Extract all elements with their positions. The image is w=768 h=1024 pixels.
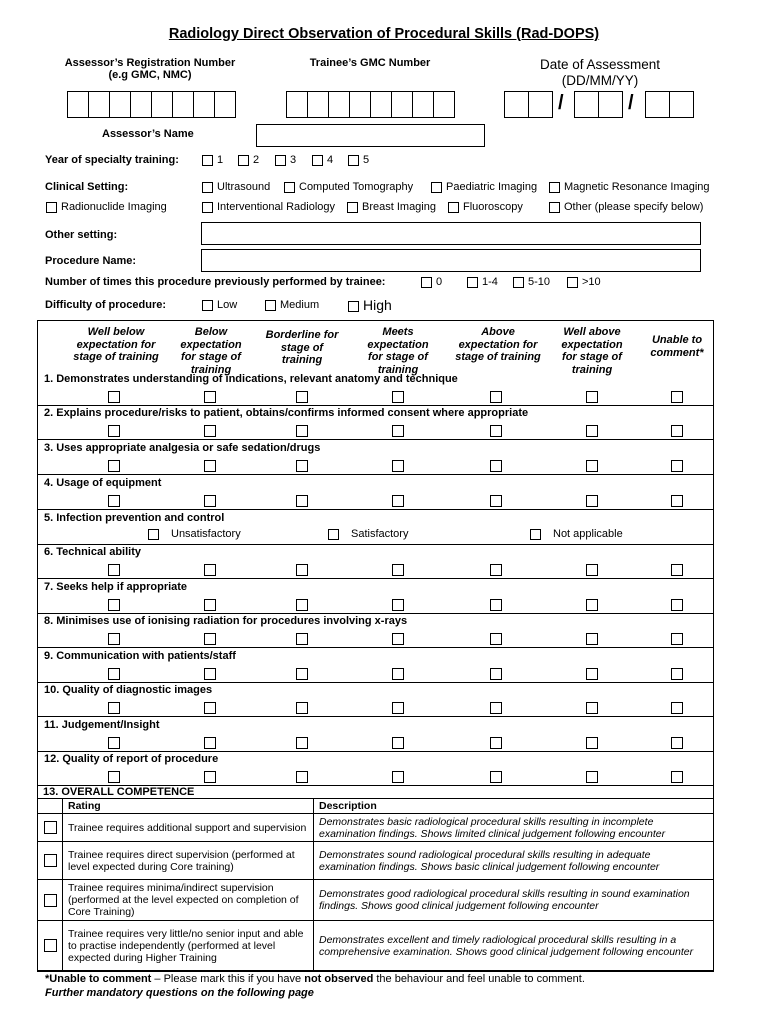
rating-checkbox[interactable] [586, 633, 598, 645]
question-label: 10. Quality of diagnostic images [44, 684, 213, 696]
times-option-label: 5-10 [528, 276, 551, 288]
competence-description: Demonstrates good radiological procedural skills resulting in sound examination findings. Shows good clinical judgement following encounter [314, 880, 714, 921]
rating-checkbox[interactable] [586, 391, 598, 403]
year-option-label: 4 [327, 154, 334, 166]
overall-competence-table [37, 798, 714, 971]
rating-checkbox[interactable] [586, 702, 598, 714]
competence-checkbox[interactable] [44, 939, 57, 952]
rating-checkbox[interactable] [296, 737, 308, 749]
trainee-gmc-label: Trainee’s GMC Number [309, 57, 431, 69]
row-divider [37, 474, 714, 475]
procedure-name-label: Procedure Name: [45, 255, 137, 267]
times-label: Number of times this procedure previously performed by trainee: [45, 276, 386, 288]
footnote-text: – Please mark this if you have [151, 973, 305, 985]
year-option-4[interactable] [312, 154, 333, 166]
rating-checkbox[interactable] [108, 668, 120, 680]
difficulty-option-label: High [363, 297, 392, 313]
rating-checkbox[interactable] [204, 702, 216, 714]
setting-label: Radionuclide Imaging [61, 201, 167, 213]
checkbox[interactable] [530, 529, 541, 540]
rating-checkbox[interactable] [108, 737, 120, 749]
assessor-name-field[interactable] [256, 124, 485, 147]
rating-checkbox[interactable] [671, 564, 683, 576]
difficulty-high[interactable] [348, 297, 392, 313]
rating-checkbox[interactable] [490, 668, 502, 680]
year-option-1[interactable] [202, 154, 223, 166]
clinical-setting-label: Clinical Setting: [45, 181, 129, 193]
column-header-well-below: Well below expectation for stage of training [73, 326, 159, 363]
rating-checkbox[interactable] [296, 425, 308, 437]
row-divider [37, 647, 714, 648]
checkbox[interactable] [549, 182, 560, 193]
rating-checkbox[interactable] [392, 564, 404, 576]
column-header-above: Above expectation for stage of training [455, 326, 541, 363]
setting-label: Interventional Radiology [217, 201, 336, 213]
rating-checkbox[interactable] [296, 391, 308, 403]
rating-checkbox[interactable] [392, 599, 404, 611]
checkbox[interactable] [347, 202, 358, 213]
difficulty-label: Difficulty of procedure: [45, 299, 167, 311]
rating-checkbox[interactable] [108, 633, 120, 645]
checkbox[interactable] [202, 202, 213, 213]
question-label: 11. Judgement/Insight [44, 719, 160, 731]
row-divider [37, 613, 714, 614]
column-header-borderline: Borderline for stage of training [265, 329, 339, 366]
question-label: 8. Minimises use of ionising radiation for procedures involving x-rays [44, 615, 408, 627]
rating-checkbox[interactable] [490, 737, 502, 749]
rating-checkbox[interactable] [108, 460, 120, 472]
rating-checkbox[interactable] [392, 702, 404, 714]
checkbox-column-header [38, 799, 63, 814]
setting-label: Computed Tomography [299, 181, 414, 193]
rating-checkbox[interactable] [296, 460, 308, 472]
footnote-emphasis: not observed [304, 973, 374, 985]
rating-checkbox[interactable] [204, 425, 216, 437]
infection-option-label: Satisfactory [351, 528, 409, 540]
rating-checkbox[interactable] [108, 771, 120, 783]
rating-checkbox[interactable] [671, 771, 683, 783]
further-questions-note: Further mandatory questions on the following page [45, 987, 314, 999]
year-option-label: 1 [217, 154, 224, 166]
date-day-boxes[interactable] [504, 91, 552, 118]
row-divider [37, 751, 714, 752]
rating-checkbox[interactable] [490, 633, 502, 645]
competence-rating: Trainee requires very little/no senior input and able to practise independently (performed at level expected during Higher Training [63, 921, 314, 971]
competence-description: Demonstrates basic radiological procedural skills resulting in incomplete examination findings. Shows limited clinical judgement following encounter [314, 814, 714, 842]
infection-satisfactory[interactable] [328, 528, 408, 540]
year-option-5[interactable] [348, 154, 369, 166]
checkbox[interactable] [312, 155, 323, 166]
question-label: 1. Demonstrates understanding of indications, relevant anatomy and technique [44, 373, 458, 385]
setting-ultrasound[interactable] [202, 181, 270, 193]
rating-checkbox[interactable] [296, 495, 308, 507]
question-label: 7. Seeks help if appropriate [44, 581, 188, 593]
rating-checkbox[interactable] [108, 599, 120, 611]
rating-checkbox[interactable] [296, 633, 308, 645]
rating-checkbox[interactable] [392, 460, 404, 472]
times-option-gt10[interactable] [567, 276, 601, 288]
setting-label: Paediatric Imaging [446, 181, 538, 193]
setting-other[interactable] [549, 201, 703, 213]
competence-description: Demonstrates excellent and timely radiological procedural skills resulting in a comprehensive examination. Shows good clinical judgement following encounter [314, 921, 714, 971]
competence-checkbox[interactable] [44, 854, 57, 867]
assessor-name-label: Assessor’s Name [102, 128, 194, 140]
infection-option-label: Not applicable [553, 528, 623, 540]
checkbox[interactable] [421, 277, 432, 288]
setting-interventional[interactable] [202, 201, 335, 213]
competence-rating: Trainee requires additional support and supervision [63, 814, 314, 842]
rating-checkbox[interactable] [392, 495, 404, 507]
row-divider [37, 682, 714, 683]
rating-checkbox[interactable] [392, 391, 404, 403]
competence-row [38, 880, 714, 921]
rating-checkbox[interactable] [671, 599, 683, 611]
other-setting-label: Other setting: [45, 229, 118, 241]
rating-checkbox[interactable] [296, 564, 308, 576]
footnote-text-end: the behaviour and feel unable to comment. [373, 973, 585, 985]
competence-rating: Trainee requires direct supervision (performed at level expected during Core training) [63, 842, 314, 880]
infection-option-label: Unsatisfactory [171, 528, 241, 540]
rating-checkbox[interactable] [586, 425, 598, 437]
competence-description: Demonstrates sound radiological procedural skills resulting in adequate examination findings. Shows basic clinical judgement following encounter [314, 842, 714, 880]
rating-checkbox[interactable] [296, 599, 308, 611]
footnote-star: *Unable to comment [45, 973, 152, 985]
competence-checkbox[interactable] [44, 821, 57, 834]
rating-checkbox[interactable] [586, 737, 598, 749]
rating-checkbox[interactable] [671, 495, 683, 507]
rating-checkbox[interactable] [490, 460, 502, 472]
row-divider [37, 509, 714, 510]
description-header: Description [314, 799, 714, 814]
checkbox[interactable] [46, 202, 57, 213]
competence-row [38, 814, 714, 842]
setting-radionuclide[interactable] [46, 201, 167, 213]
question-label: 3. Uses appropriate analgesia or safe sedation/drugs [44, 442, 321, 454]
date-year-boxes[interactable] [645, 91, 693, 118]
setting-label: Breast Imaging [362, 201, 436, 213]
column-header-meets: Meets expectation for stage of training [367, 326, 429, 376]
rating-checkbox[interactable] [296, 771, 308, 783]
question-label: 12. Quality of report of procedure [44, 753, 219, 765]
rating-checkbox[interactable] [204, 495, 216, 507]
date-month-boxes[interactable] [574, 91, 622, 118]
times-option-label: >10 [582, 276, 601, 288]
rating-checkbox[interactable] [671, 668, 683, 680]
column-header-well-above: Well above expectation for stage of training [561, 326, 623, 376]
rating-checkbox[interactable] [490, 599, 502, 611]
rating-checkbox[interactable] [392, 633, 404, 645]
rating-checkbox[interactable] [296, 668, 308, 680]
rating-checkbox[interactable] [204, 460, 216, 472]
row-divider [37, 716, 714, 717]
rating-checkbox[interactable] [204, 633, 216, 645]
rating-checkbox[interactable] [204, 668, 216, 680]
times-option-label: 1-4 [482, 276, 498, 288]
date-slash-1: / [558, 92, 564, 114]
checkbox[interactable] [275, 155, 286, 166]
rating-checkbox[interactable] [108, 425, 120, 437]
question-label: 5. Infection prevention and control [44, 512, 225, 524]
setting-mri[interactable] [549, 181, 710, 193]
rating-checkbox[interactable] [204, 737, 216, 749]
times-option-label: 0 [436, 276, 443, 288]
checkbox[interactable] [265, 300, 276, 311]
assessor-reg-boxes[interactable] [67, 91, 235, 118]
rating-checkbox[interactable] [586, 460, 598, 472]
checkbox[interactable] [549, 202, 560, 213]
rating-checkbox[interactable] [671, 737, 683, 749]
year-option-label: 2 [253, 154, 260, 166]
checkbox[interactable] [348, 301, 359, 312]
question-label: 9. Communication with patients/staff [44, 650, 236, 662]
rating-checkbox[interactable] [204, 771, 216, 783]
competence-row [38, 842, 714, 880]
row-divider [37, 578, 714, 579]
checkbox[interactable] [348, 155, 359, 166]
year-option-3[interactable] [275, 154, 296, 166]
competence-checkbox[interactable] [44, 894, 57, 907]
rating-checkbox[interactable] [586, 599, 598, 611]
date-label-line1: Date of Assessment [539, 57, 661, 72]
checkbox[interactable] [238, 155, 249, 166]
rating-checkbox[interactable] [490, 702, 502, 714]
year-option-label: 3 [290, 154, 297, 166]
assessor-reg-label-line2: (e.g GMC, NMC) [108, 69, 192, 81]
question-label: 2. Explains procedure/risks to patient, obtains/confirms informed consent where appropriate [44, 407, 529, 419]
times-option-0[interactable] [421, 276, 442, 288]
rating-checkbox[interactable] [108, 702, 120, 714]
setting-paediatric[interactable] [431, 181, 537, 193]
checkbox[interactable] [513, 277, 524, 288]
rating-checkbox[interactable] [204, 564, 216, 576]
rating-checkbox[interactable] [490, 391, 502, 403]
rating-checkbox[interactable] [671, 425, 683, 437]
checkbox[interactable] [284, 182, 295, 193]
trainee-gmc-boxes[interactable] [286, 91, 454, 118]
difficulty-low[interactable] [202, 299, 237, 311]
column-header-unable: Unable to comment* [650, 334, 704, 359]
competence-row [38, 921, 714, 971]
rating-checkbox[interactable] [671, 702, 683, 714]
column-header-below: Below expectation for stage of training [180, 326, 242, 376]
setting-ct[interactable] [284, 181, 413, 193]
setting-label: Fluoroscopy [463, 201, 523, 213]
rating-checkbox[interactable] [392, 737, 404, 749]
rating-checkbox[interactable] [108, 495, 120, 507]
setting-fluoroscopy[interactable] [448, 201, 523, 213]
overall-competence-label: 13. OVERALL COMPETENCE [43, 786, 195, 798]
rating-checkbox[interactable] [392, 425, 404, 437]
times-option-5-10[interactable] [513, 276, 550, 288]
checkbox[interactable] [328, 529, 339, 540]
rating-checkbox[interactable] [490, 771, 502, 783]
difficulty-option-label: Low [217, 299, 238, 311]
competence-rating: Trainee requires minima/indirect supervision (performed at the level expected on completion of Core Training) [63, 880, 314, 921]
rating-checkbox[interactable] [296, 702, 308, 714]
year-option-2[interactable] [238, 154, 259, 166]
row-divider [37, 439, 714, 440]
footnote [45, 973, 585, 985]
date-slash-2: / [628, 92, 634, 114]
rating-checkbox[interactable] [671, 391, 683, 403]
date-label [505, 57, 695, 89]
checkbox[interactable] [567, 277, 578, 288]
rating-checkbox[interactable] [671, 460, 683, 472]
rating-checkbox[interactable] [586, 668, 598, 680]
rating-checkbox[interactable] [586, 564, 598, 576]
procedure-name-field[interactable] [201, 249, 701, 272]
row-divider [37, 544, 714, 545]
date-label-line2: (DD/MM/YY) [561, 73, 639, 88]
setting-label: Other (please specify below) [564, 201, 704, 213]
question-label: 4. Usage of equipment [44, 477, 162, 489]
rating-checkbox[interactable] [204, 391, 216, 403]
rating-header: Rating [63, 799, 314, 814]
checkbox[interactable] [467, 277, 478, 288]
rating-checkbox[interactable] [392, 771, 404, 783]
checkbox[interactable] [148, 529, 159, 540]
checkbox[interactable] [202, 155, 213, 166]
assessor-reg-label [40, 57, 260, 81]
rating-checkbox[interactable] [586, 771, 598, 783]
question-label: 6. Technical ability [44, 546, 141, 558]
rating-checkbox[interactable] [108, 391, 120, 403]
setting-label: Ultrasound [217, 181, 271, 193]
rating-checkbox[interactable] [586, 495, 598, 507]
year-option-label: 5 [363, 154, 370, 166]
checkbox[interactable] [202, 182, 213, 193]
page-title: Radiology Direct Observation of Procedural Skills (Rad-DOPS) [168, 26, 600, 42]
rating-checkbox[interactable] [108, 564, 120, 576]
checkbox[interactable] [431, 182, 442, 193]
rating-checkbox[interactable] [490, 495, 502, 507]
year-label: Year of specialty training: [45, 154, 179, 166]
assessor-reg-label-line1: Assessor’s Registration Number [64, 57, 236, 69]
setting-label: Magnetic Resonance Imaging [564, 181, 710, 193]
rating-checkbox[interactable] [490, 564, 502, 576]
rating-checkbox[interactable] [490, 425, 502, 437]
rating-checkbox[interactable] [392, 668, 404, 680]
difficulty-medium[interactable] [265, 299, 319, 311]
rating-checkbox[interactable] [204, 599, 216, 611]
difficulty-option-label: Medium [280, 299, 320, 311]
other-setting-field[interactable] [201, 222, 701, 245]
infection-unsatisfactory[interactable] [148, 528, 241, 540]
row-divider [37, 405, 714, 406]
checkbox[interactable] [202, 300, 213, 311]
checkbox[interactable] [448, 202, 459, 213]
infection-not-applicable[interactable] [530, 528, 623, 540]
times-option-1-4[interactable] [467, 276, 498, 288]
rating-checkbox[interactable] [671, 633, 683, 645]
setting-breast[interactable] [347, 201, 436, 213]
